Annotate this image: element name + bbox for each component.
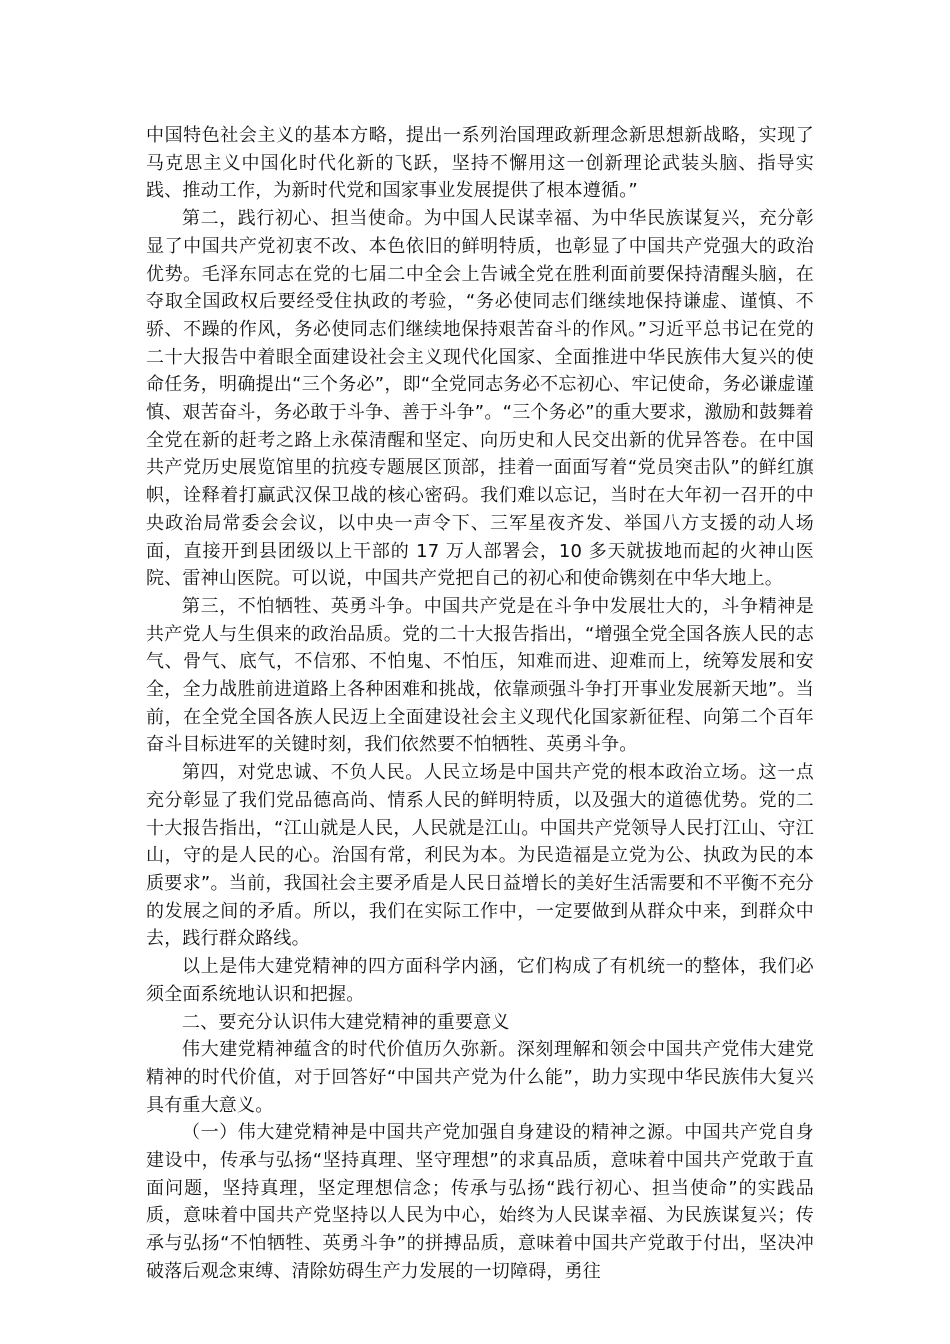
paragraph-7: 伟大建党精神蕴含的时代价值历久弥新。深刻理解和领会中国共产党伟大建党精神的时代价值，对于回答好“中国共产党为什么能”，助力实现中华民族伟大复兴具有重大意义。	[146, 1039, 814, 1116]
paragraph-4: 第四，对党忠诚、不负人民。人民立场是中国共产党的根本政治立场。这一点充分彰显了我们党品德高尚、情系人民的鲜明特质，以及强大的道德优势。党的二十大报告指出，“江山就是人民，人民就是江山。中国共产党领导人民打江山、守江山，守的是人民的心。治国有常，利民为本。为民造福是立党为公、执政为民的本质要求”。当前，我国社会主要矛盾是人民日益增长的美好生活需要和不平衡不充分的发展之间的矛盾。所以，我们在实际工作中，一定要做到从群众中来，到群众中去，践行群众路线。	[146, 762, 814, 950]
paragraph-2: 第二，践行初心、担当使命。为中国人民谋幸福、为中华民族谋复兴，充分彰显了中国共产党初衷不改、本色依旧的鲜明特质，也彰显了中国共产党强大的政治优势。毛泽东同志在党的七届二中全会上告诫全党在胜利面前要保持清醒头脑，在夺取全国政权后要经受住执政的考验，“务必使同志们继续地保持谦虚、谨慎、不骄、不躁的作风，务必使同志们继续地保持艰苦奋斗的作风。”习近平总书记在党的二十大报告中着眼全面建设社会主义现代化国家、全面推进中华民族伟大复兴的使命任务，明确提出“三个务必”，即“全党同志务必不忘初心、牢记使命，务必谦虚谨慎、艰苦奋斗，务必敢于斗争、善于斗争”。“三个务必”的重大要求，激励和鼓舞着全党在新的赶考之路上永葆清醒和坚定、向历史和人民交出新的优异答卷。在中国共产党历史展览馆里的抗疫专题展区顶部，挂着一面面写着“党员突击队”的鲜红旗帜，诠释着打赢武汉保卫战的核心密码。我们难以忘记，当时在大年初一召开的中央政治局常委会会议，以中央一声令下、三军星夜齐发、举国八方支援的动人场面，直接开到县团级以上干部的 17 万人部署会，10 多天就拔地而起的火神山医院、雷神山医院。可以说，中国共产党把自己的初心和使命镌刻在中华大地上。	[146, 208, 814, 590]
body-text	[146, 122, 814, 1286]
paragraph-5: 以上是伟大建党精神的四方面科学内涵，它们构成了有机统一的整体，我们必须全面系统地认识和把握。	[146, 956, 814, 1005]
paragraph-8: （一）伟大建党精神是中国共产党加强自身建设的精神之源。中国共产党自身建设中，传承与弘扬“坚持真理、坚守理想”的求真品质，意味着中国共产党敢于直面问题，坚持真理，坚定理想信念；传承与弘扬“践行初心、担当使命”的实践品质，意味着中国共产党坚持以人民为中心，始终为人民谋幸福、为民族谋复兴；传承与弘扬“不怕牺牲、英勇斗争”的拼搏品质，意味着中国共产党敢于付出，坚决冲破落后观念束缚、清除妨碍生产力发展的一切障碍，勇往	[146, 1122, 814, 1282]
paragraph-3: 第三，不怕牺牲、英勇斗争。中国共产党是在斗争中发展壮大的，斗争精神是共产党人与生俱来的政治品质。党的二十大报告指出，“增强全党全国各族人民的志气、骨气、底气，不信邪、不怕鬼、不怕压，知难而进、迎难而上，统筹发展和安全，全力战胜前进道路上各种困难和挑战，依靠顽强斗争打开事业发展新天地”。当前，在全党全国各族人民迈上全面建设社会主义现代化国家新征程、向第二个百年奋斗目标进军的关键时刻，我们依然要不怕牺牲、英勇斗争。	[146, 595, 814, 756]
paragraph-1: 中国特色社会主义的基本方略，提出一系列治国理政新理念新思想新战略，实现了马克思主义中国化时代化新的飞跃，坚持不懈用这一创新理论武装头脑、指导实践、推动工作，为新时代党和国家事业发展提供了根本遵循。”	[146, 125, 814, 202]
section-heading: 二、要充分认识伟大建党精神的重要意义	[182, 1011, 510, 1033]
